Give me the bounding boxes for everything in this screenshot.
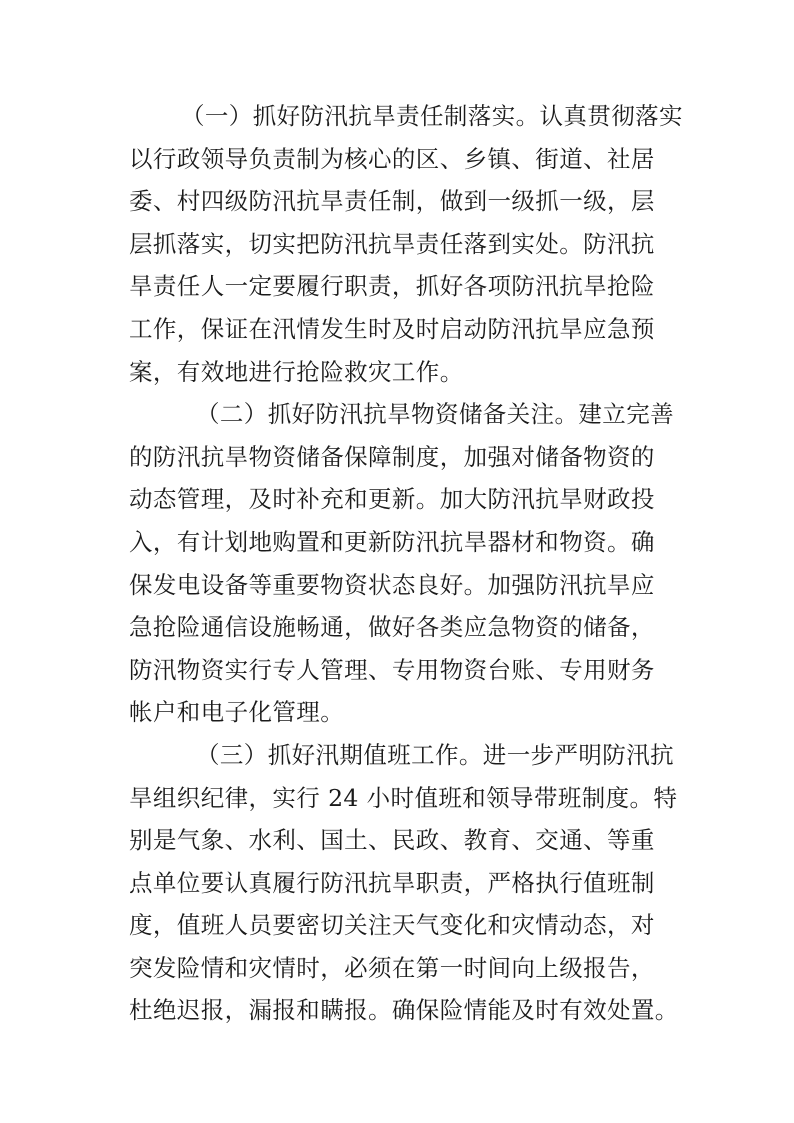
paragraph-2 (129, 393, 674, 734)
paragraph-line: 帐户和电子化管理。 (129, 698, 345, 727)
paragraph-line: 急抢险通信设施畅通，做好各类应急物资的储备， (129, 613, 655, 642)
paragraph-line: 以行政领导负责制为核心的区、乡镇、街道、社居 (129, 144, 655, 173)
paragraph-line: 突发险情和灾情时，必须在第一时间向上级报告， (129, 953, 655, 982)
paragraph-line: （三）抓好汛期值班工作。进一步严明防汛抗 (196, 740, 674, 769)
paragraph-line: 层抓落实，切实把防汛抗旱责任落到实处。防汛抗 (129, 229, 655, 258)
paragraph-line: 杜绝迟报，漏报和瞒报。确保险情能及时有效处置。 (129, 996, 679, 1025)
paragraph-line: 点单位要认真履行防汛抗旱职责，严格执行值班制 (129, 868, 655, 897)
paragraph-line: 委、村四级防汛抗旱责任制，做到一级抓一级，层 (129, 187, 655, 216)
paragraph-line: 的防汛抗旱物资储备保障制度，加强对储备物资的 (129, 442, 655, 471)
paragraph-line: 旱组织纪律，实行 24 小时值班和领导带班制度。特 (129, 783, 678, 812)
paragraph-line: 防汛物资实行专人管理、专用物资台账、专用财务 (129, 655, 655, 684)
paragraph-3 (129, 734, 679, 1032)
paragraph-line: （二）抓好防汛抗旱物资储备关注。建立完善 (196, 400, 674, 429)
document-body (129, 95, 683, 1032)
paragraph-line: 旱责任人一定要履行职责，抓好各项防汛抗旱抢险 (129, 272, 655, 301)
paragraph-1 (129, 95, 683, 393)
paragraph-line: 动态管理，及时补充和更新。加大防汛抗旱财政投 (129, 485, 655, 514)
paragraph-line: 保发电设备等重要物资状态良好。加强防汛抗旱应 (129, 570, 655, 599)
paragraph-line: 别是气象、水利、国土、民政、教育、交通、等重 (129, 826, 655, 855)
paragraph-line: 案，有效地进行抢险救灾工作。 (129, 357, 464, 386)
paragraph-line: 工作，保证在汛情发生时及时启动防汛抗旱应急预 (129, 314, 655, 343)
paragraph-line: （一）抓好防汛抗旱责任制落实。认真贯彻落实 (181, 102, 683, 130)
paragraph-line: 度，值班人员要密切关注天气变化和灾情动态，对 (129, 911, 655, 940)
paragraph-line: 入，有计划地购置和更新防汛抗旱器材和物资。确 (129, 527, 655, 556)
